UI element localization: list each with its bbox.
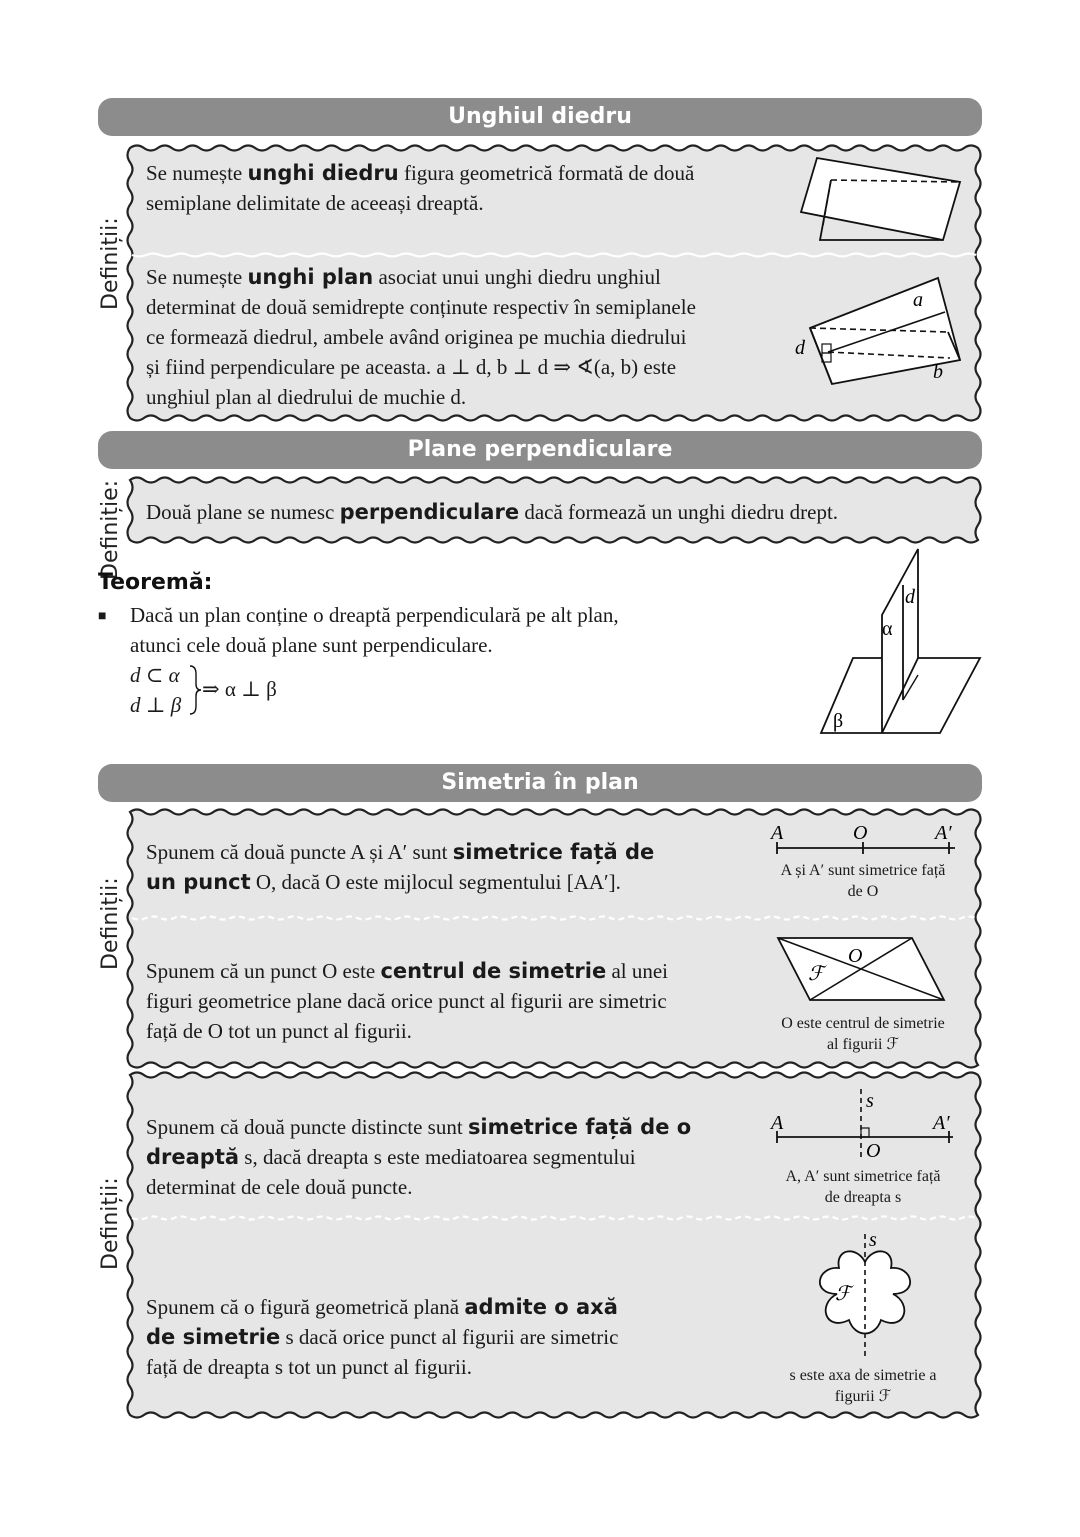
divider-diedru — [132, 254, 976, 257]
caption-axa-simetrie: s este axa de simetrie a figurii ℱ — [789, 1367, 937, 1405]
svg-text:s: s — [866, 1090, 874, 1112]
label-d: d — [795, 337, 805, 359]
def-axa-simetrie: Spunem că o figură geometrică plană admite o axă de simetrie s dacă orice punct al figurii are simetric față de dreapta s tot un punct al figurii. — [146, 1295, 619, 1379]
side-label-definitii-2: Definiții: — [98, 877, 123, 970]
figure-unghi-diedru — [795, 150, 970, 250]
brace-icon — [188, 664, 202, 716]
svg-text:A: A — [771, 822, 784, 844]
figure-simetrie-dreapta — [765, 1085, 965, 1165]
svg-text:O: O — [848, 945, 863, 967]
figure-centru-simetrie — [772, 932, 952, 1007]
label-beta: β — [833, 710, 844, 732]
section-header-simetrie: Simetria în plan — [98, 764, 982, 802]
caption-centru-simetrie: O este centrul de simetrie al figurii ℱ — [781, 1015, 945, 1053]
figure-unghi-plan — [790, 270, 975, 390]
caption-simetrie-punct: A și A′ sunt simetrice față de O — [780, 862, 946, 900]
teorema-concluzie: ⇒ α ⊥ β — [202, 677, 277, 701]
def-unghi-plan: Se numește unghi plan asociat unui unghi diedru unghiul determinat de două semidrepte conținute respectiv în semiplanele ce formează diedrul, ambele având originea pe muchia diedrului și fiind perpendiculare pe aceasta. a ⊥ d, b ⊥ d ⇒ ∢(a, b) este unghiul plan al diedrului de muchie d. — [146, 265, 696, 409]
figure-axa-simetrie — [805, 1228, 925, 1363]
def-simetrice-dreapta: Spunem că două puncte distincte sunt simetrice față de o dreaptă s, dacă dreapta s este mediatoarea segmentului determinat de cele două puncte. — [146, 1115, 692, 1199]
def-centru-simetrie: Spunem că un punct O este centrul de simetrie al unei figuri geometrice plane dacă orice punct al figurii are simetric față de O tot un punct al figurii. — [146, 959, 669, 1043]
teorema-text: Dacă un plan conține o dreaptă perpendiculară pe alt plan, atunci cele două plane sunt perpendiculare. — [130, 603, 619, 657]
svg-text:A: A — [771, 1112, 784, 1134]
def-plane-perpendiculare: Două plane se numesc perpendiculare dacă formează un unghi diedru drept. — [146, 500, 839, 524]
label-d-perp: d — [905, 586, 915, 608]
teorema-cond1: d ⊂ α — [130, 663, 180, 687]
bullet-icon: ■ — [98, 609, 107, 624]
svg-text:O: O — [866, 1140, 881, 1162]
svg-text:A′: A′ — [935, 822, 952, 844]
label-alpha: α — [882, 618, 893, 640]
svg-text:ℱ: ℱ — [835, 1283, 851, 1305]
teorema-title: Teoremă: — [98, 570, 213, 595]
label-b: b — [933, 361, 943, 383]
caption-simetrie-dreapta: A, A′ sunt simetrice față de dreapta s — [785, 1168, 941, 1206]
def-simetrice-punct: Spunem că două puncte A și A′ sunt simetrice față de un punct O, dacă O este mijlocul segmentului [AA′]. — [146, 840, 655, 894]
side-label-definitii-3: Definiții: — [98, 1177, 123, 1270]
svg-text:A′: A′ — [933, 1112, 950, 1134]
figure-simetrie-punct — [765, 818, 965, 860]
svg-text:ℱ: ℱ — [808, 963, 824, 985]
teorema-cond2: d ⊥ β — [130, 693, 182, 717]
section-header-perpendiculare: Plane perpendiculare — [98, 431, 982, 469]
side-label-definitii-1: Definiții: — [98, 217, 123, 310]
def-unghi-diedru: Se numește unghi diedru figura geometrică formată de două semiplane delimitate de aceeași dreaptă. — [146, 161, 695, 215]
label-a: a — [913, 289, 923, 311]
figure-plane-perpendiculare — [815, 545, 985, 740]
svg-text:O: O — [853, 822, 868, 844]
section-header-diedru: Unghiul diedru — [98, 98, 982, 136]
side-label-definitie: Definiție: — [98, 479, 123, 580]
svg-text:s: s — [869, 1229, 877, 1251]
